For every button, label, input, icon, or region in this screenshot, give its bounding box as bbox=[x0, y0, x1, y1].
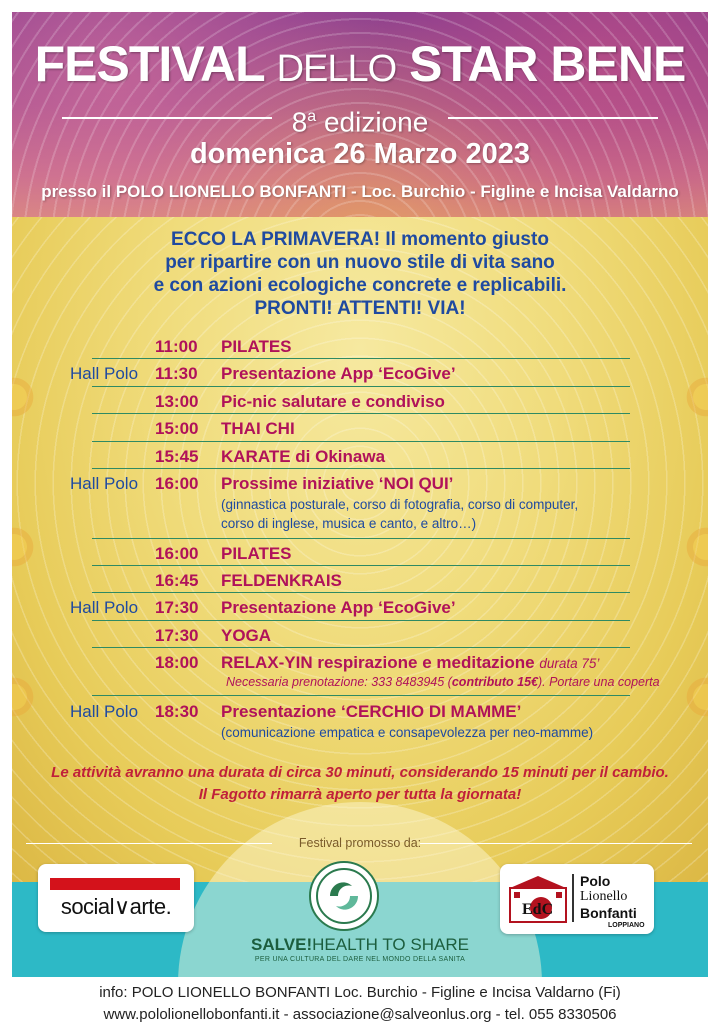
salve-logo-icon bbox=[308, 860, 380, 932]
edition-label bbox=[12, 102, 708, 137]
schedule-time: 11:30 bbox=[155, 364, 198, 383]
schedule-row bbox=[12, 566, 708, 593]
closing-line-1: Le attività avranno una durata di circa 30 minuti, considerando 15 minuti per il cambio. bbox=[51, 764, 669, 781]
schedule-location: Hall Polo bbox=[70, 474, 139, 493]
header-banner bbox=[12, 12, 708, 217]
schedule-activity: FELDENKRAIS bbox=[221, 571, 342, 590]
activity-title: RELAX-YIN respirazione e meditazione bbox=[221, 653, 535, 672]
booking-note-bold: contributo 15€ bbox=[451, 675, 538, 689]
polo-bonfanti-logo bbox=[500, 864, 654, 934]
schedule-activity: Presentazione App ‘EcoGive’ bbox=[221, 364, 456, 383]
intro-line-2: per ripartire con un nuovo stile di vita sano bbox=[165, 252, 555, 273]
schedule-row bbox=[12, 387, 708, 414]
intro-line-4: PRONTI! ATTENTI! VIA! bbox=[254, 298, 466, 319]
promo-row bbox=[12, 834, 708, 852]
schedule-subtext: (comunicazione empatica e consapevolezza per neo-mamme) bbox=[221, 725, 594, 740]
salve-bold: SALVE! bbox=[251, 935, 313, 954]
festival-title bbox=[12, 34, 708, 99]
schedule-time: 17:30 bbox=[155, 626, 199, 645]
schedule-time: 16:45 bbox=[155, 571, 199, 590]
booking-note-text: Necessaria prenotazione: 333 8483945 ( bbox=[226, 675, 452, 689]
closing-notes bbox=[12, 762, 708, 806]
title-star-bene: STAR BENE bbox=[409, 36, 686, 92]
schedule-subtext: (ginnastica posturale, corso di fotografia, corso di computer, bbox=[221, 497, 579, 512]
schedule-row bbox=[12, 442, 708, 469]
intro-line-1: ECCO LA PRIMAVERA! Il momento giusto bbox=[171, 229, 549, 250]
schedule-time: 16:00 bbox=[155, 544, 199, 563]
schedule-time: 17:30 bbox=[155, 598, 199, 617]
schedule-row bbox=[12, 648, 708, 696]
schedule-time: 18:00 bbox=[155, 653, 199, 672]
schedule-row bbox=[12, 696, 708, 746]
title-festival: FESTIVAL bbox=[34, 36, 264, 92]
booking-note-text-2: ). Portare una coperta bbox=[537, 675, 660, 689]
schedule-activity: PILATES bbox=[221, 544, 292, 563]
polo-logo-line2: Lionello bbox=[580, 889, 628, 904]
salve-tagline: PER UNA CULTURA DEL DARE NEL MONDO DELLA SANITA bbox=[254, 956, 466, 963]
schedule-time: 11:00 bbox=[155, 337, 198, 356]
schedule-activity: Prossime iniziative ‘NOI QUI’ bbox=[221, 474, 454, 493]
info-line: info: POLO LIONELLO BONFANTI Loc. Burchio - Figline e Incisa Valdarno (Fi) bbox=[99, 984, 621, 1001]
intro-line-3: e con azioni ecologiche concrete e replicabili. bbox=[153, 275, 567, 296]
schedule-location: Hall Polo bbox=[70, 364, 139, 383]
schedule-time: 16:00 bbox=[155, 474, 199, 493]
polo-logo-line3: Bonfanti bbox=[580, 905, 637, 921]
activity-duration: durata 75’ bbox=[539, 656, 600, 671]
edition-row bbox=[12, 102, 708, 138]
schedule-activity: Pic-nic salutare e condiviso bbox=[221, 392, 445, 411]
schedule-activity bbox=[221, 653, 681, 673]
schedule-time: 15:45 bbox=[155, 447, 199, 466]
polo-logo-divider bbox=[572, 874, 574, 922]
schedule-activity: KARATE di Okinawa bbox=[221, 447, 386, 466]
schedule-row bbox=[12, 359, 708, 387]
schedule-row bbox=[12, 593, 708, 621]
socialarte-logo bbox=[38, 864, 194, 932]
event-date: domenica 26 Marzo 2023 bbox=[189, 138, 531, 170]
schedule-time: 18:30 bbox=[155, 702, 199, 721]
schedule-activity: Presentazione App ‘EcoGive’ bbox=[221, 598, 456, 617]
edc-emblem-icon bbox=[508, 874, 568, 924]
schedule-row bbox=[12, 414, 708, 442]
socialarte-red-bar bbox=[50, 878, 180, 890]
closing-line-2: Il Fagotto rimarrà aperto per tutta la giornata! bbox=[198, 786, 522, 803]
schedule-time: 13:00 bbox=[155, 392, 199, 411]
salve-name bbox=[12, 935, 708, 955]
socialarte-logo-text: social∨arte. bbox=[60, 894, 172, 919]
intro-text bbox=[12, 228, 708, 320]
schedule-row bbox=[12, 469, 708, 539]
event-venue: presso il POLO LIONELLO BONFANTI - Loc. Burchio - Figline e Incisa Valdarno bbox=[41, 182, 679, 201]
schedule-subtext: corso di inglese, musica e canto, e altro…) bbox=[221, 516, 477, 531]
schedule-row bbox=[12, 539, 708, 566]
schedule-row bbox=[12, 332, 708, 359]
schedule-activity: THAI CHI bbox=[221, 419, 295, 438]
promoted-by-label: Festival promosso da: bbox=[298, 836, 422, 850]
polo-logo-line4: LOPPIANO bbox=[608, 922, 645, 929]
edition-sup: a bbox=[307, 108, 317, 125]
polo-logo-line1: Polo bbox=[580, 873, 611, 889]
booking-note bbox=[226, 675, 686, 689]
schedule-activity: Presentazione ‘CERCHIO DI MAMME’ bbox=[221, 702, 522, 721]
schedule-location: Hall Polo bbox=[70, 702, 139, 721]
contact-line: www.pololionellobonfanti.it - associazione@salveonlus.org - tel. 055 8330506 bbox=[103, 1006, 617, 1023]
salve-rest: HEALTH TO SHARE bbox=[312, 935, 469, 954]
schedule-activity: PILATES bbox=[221, 337, 292, 356]
schedule-activity: YOGA bbox=[221, 626, 272, 645]
poster bbox=[12, 12, 708, 1024]
schedule-location: Hall Polo bbox=[70, 598, 139, 617]
schedule-row bbox=[12, 621, 708, 648]
edition-number: 8 bbox=[291, 106, 308, 138]
edc-emblem-text: EdC bbox=[522, 901, 554, 918]
title-dello: DELLO bbox=[276, 48, 397, 90]
schedule-list bbox=[12, 332, 708, 746]
schedule-time: 15:00 bbox=[155, 419, 199, 438]
edition-word: edizione bbox=[323, 106, 429, 138]
